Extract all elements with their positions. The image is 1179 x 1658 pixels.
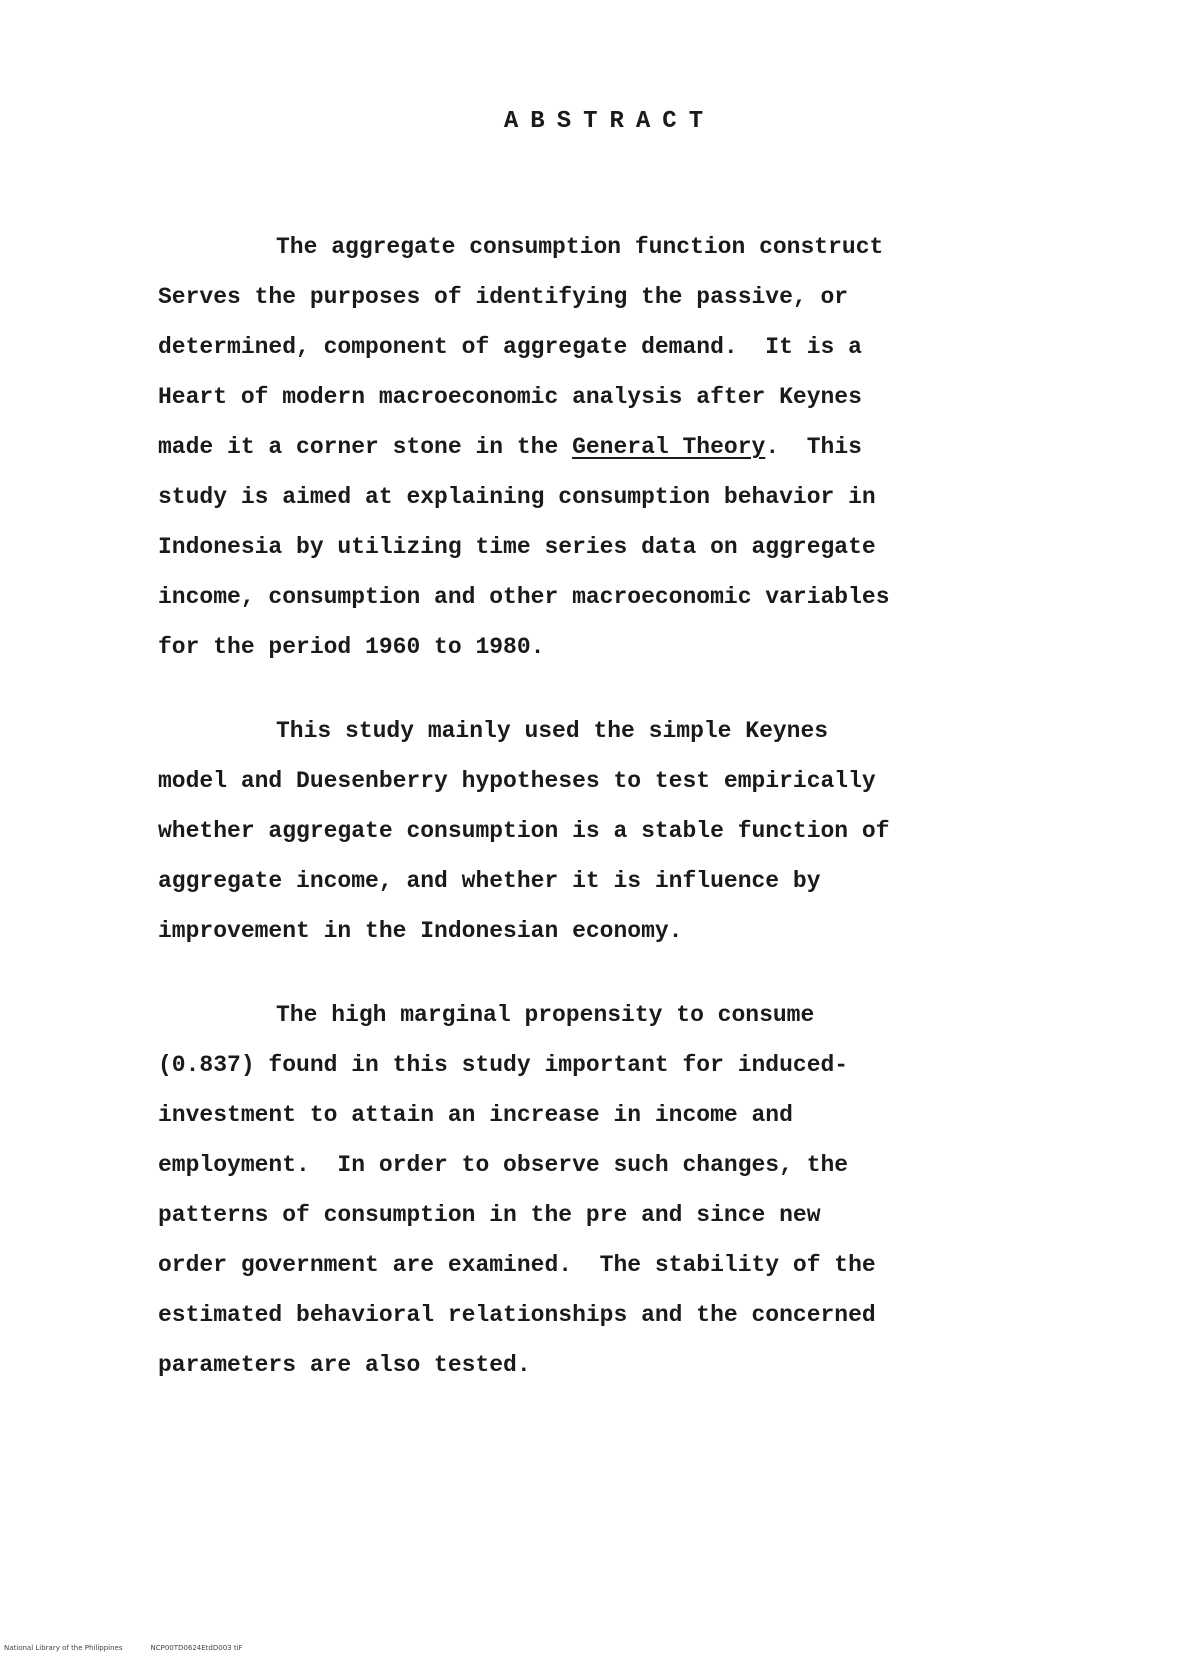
paragraph-line: made it a corner stone in the — [158, 434, 573, 460]
paragraph-line: for the period 1960 to 1980. — [158, 634, 545, 660]
paragraph-line: aggregate income, and whether it is influence by — [158, 868, 821, 894]
paragraph-line: The high marginal propensity to consume — [276, 1002, 815, 1028]
paragraph-line: whether aggregate consumption is a stable function of — [158, 818, 890, 844]
paragraph-line: Indonesia by utilizing time series data on aggregate — [158, 534, 876, 560]
paragraph-line-tail: . This — [765, 434, 862, 460]
abstract-paragraph-2 — [158, 706, 1018, 956]
paragraph-line: investment to attain an increase in income and — [158, 1102, 793, 1128]
paragraph-line: (0.837) found in this study important for induced- — [158, 1052, 849, 1078]
paragraph-line: employment. In order to observe such changes, the — [158, 1152, 849, 1178]
paragraph-line: estimated behavioral relationships and the concerned — [158, 1302, 876, 1328]
page-title: ABSTRACT — [503, 108, 716, 135]
paragraph-line: study is aimed at explaining consumption behavior in — [158, 484, 876, 510]
paragraph-line: The aggregate consumption function construct — [276, 234, 884, 260]
abstract-paragraph-1 — [158, 222, 1018, 672]
abstract-paragraph-3 — [158, 990, 1018, 1390]
paragraph-line: determined, component of aggregate demand. It is a — [158, 334, 862, 360]
paragraph-line-with-title — [158, 422, 1018, 472]
footer-library: National Library of the Philippines — [4, 1644, 123, 1652]
book-title-underlined: General Theory — [572, 434, 766, 460]
paragraph-line: model and Duesenberry hypotheses to test empirically — [158, 768, 876, 794]
paragraph-line: income, consumption and other macroeconomic variables — [158, 584, 890, 610]
paragraph-line: This study mainly used the simple Keynes — [276, 718, 829, 744]
scan-footer — [4, 1644, 271, 1652]
paragraph-line: order government are examined. The stability of the — [158, 1252, 876, 1278]
footer-code: NCP00TD0624EtdD003 tiF — [150, 1644, 243, 1652]
paragraph-line: Serves the purposes of identifying the passive, or — [158, 284, 849, 310]
paragraph-line: parameters are also tested. — [158, 1352, 531, 1378]
paragraph-line: patterns of consumption in the pre and since new — [158, 1202, 821, 1228]
paragraph-line: Heart of modern macroeconomic analysis after Keynes — [158, 384, 862, 410]
paragraph-line: improvement in the Indonesian economy. — [158, 918, 683, 944]
